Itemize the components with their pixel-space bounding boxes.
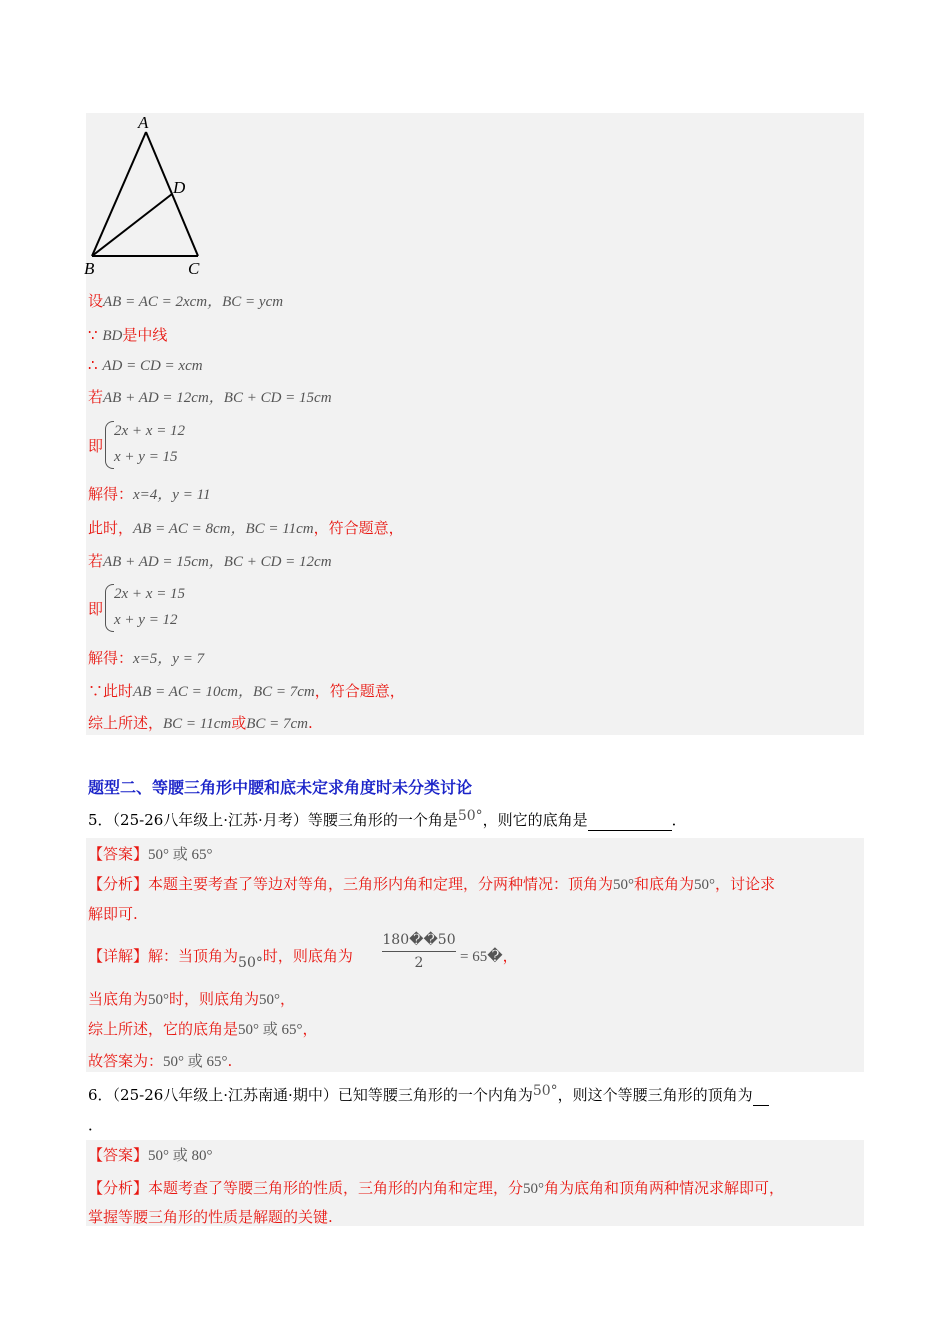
- math: x=4，y = 11: [133, 487, 211, 503]
- math: BD: [102, 328, 123, 344]
- angle: 50°: [238, 955, 263, 971]
- math: AB + AD = 12cm，BC + CD = 15cm: [103, 390, 332, 406]
- angle: 50°: [613, 877, 635, 893]
- question-5: [88, 810, 687, 831]
- math: BC = 11cm: [163, 716, 232, 732]
- solution-line-5: [88, 551, 332, 572]
- vertex-label-c: C: [188, 259, 200, 278]
- angle: 50°: [148, 992, 170, 1008]
- vertex-label-d: D: [173, 178, 186, 197]
- math: = 65�: [460, 949, 503, 965]
- question-6: [88, 1085, 769, 1106]
- answer-tag: 【答案】: [88, 845, 149, 863]
- text: 角为底角和顶角两种情况求解即可，: [544, 1179, 785, 1197]
- question-number: 6．: [88, 1086, 113, 1104]
- solution-line-4: [88, 387, 332, 408]
- vertex-label-b: B: [84, 259, 95, 278]
- text: 设: [88, 292, 104, 310]
- q5-detail-line3: [88, 1019, 318, 1040]
- text: 若: [88, 388, 104, 406]
- fraction-denominator: 2: [414, 955, 424, 971]
- analysis-tag: 【分析】: [88, 875, 149, 893]
- section-heading: 题型二、等腰三角形中腰和底未定求角度时未分类讨论: [88, 778, 473, 797]
- median-bd: [92, 194, 172, 256]
- text: 故答案为：: [88, 1052, 164, 1070]
- math: BC = 7cm: [246, 716, 308, 732]
- solution-line-1: [88, 291, 283, 312]
- therefore-symbol: ∴: [88, 356, 98, 374]
- text: .: [307, 714, 313, 732]
- text: 和底角为: [634, 875, 695, 893]
- math: AB + AD = 15cm，BC + CD = 12cm: [103, 554, 332, 570]
- system-2-eq2: x + y = 12: [114, 612, 178, 628]
- fraction-numerator: 180��50: [382, 932, 456, 948]
- solution-line-chk1: [88, 518, 404, 539]
- q5-detail-line4: [88, 1051, 232, 1072]
- text: 解得：: [88, 485, 134, 503]
- because-symbol: ∵: [88, 326, 98, 344]
- text: .: [227, 1052, 233, 1070]
- text: 时，则底角为: [169, 990, 260, 1008]
- text: ，讨论求: [715, 875, 776, 893]
- solution-line-summary: [88, 713, 313, 734]
- text: 解得：: [88, 649, 134, 667]
- answer-blank[interactable]: [753, 1089, 769, 1106]
- solution-line-chk2: [88, 681, 405, 702]
- solution-line-sol1: [88, 484, 210, 505]
- q5-analysis: [88, 874, 775, 895]
- q5-detail: [88, 946, 353, 971]
- q5-detail-line2: [88, 989, 295, 1010]
- math: AB = AC = 10cm，BC = 7cm: [133, 684, 315, 700]
- answer-value: 50° 或 80°: [148, 1148, 213, 1164]
- side-ab: [92, 132, 146, 256]
- system-1-eq1: 2x + x = 12: [114, 423, 186, 439]
- angle: 50°: [457, 808, 483, 824]
- text: ，: [280, 990, 296, 1008]
- detail-tag: 【详解】: [88, 947, 149, 965]
- text: 若: [88, 552, 104, 570]
- angle: 50°: [523, 1181, 545, 1197]
- q5-answer: [88, 844, 213, 865]
- question-text: ，则这个等腰三角形的顶角为: [557, 1086, 753, 1104]
- answer-tag: 【答案】: [88, 1146, 149, 1164]
- system-1-eq2: x + y = 15: [114, 449, 178, 465]
- system-2-prefix: 即: [88, 600, 104, 618]
- text: ．: [671, 811, 687, 829]
- math: AD = CD = xcm: [102, 358, 203, 374]
- angle: 50°: [532, 1083, 558, 1099]
- math: AB = AC = 8cm，BC = 11cm: [133, 521, 314, 537]
- text: 解：当顶角为: [148, 947, 239, 965]
- text: 此时，: [88, 519, 134, 537]
- vertex-label-a: A: [138, 113, 149, 132]
- q6-analysis: [88, 1178, 784, 1199]
- solution-line-2: [88, 325, 167, 346]
- text: ∵此时: [88, 682, 134, 700]
- q6-analysis-line2: 掌握等腰三角形的性质是解题的关键.: [88, 1208, 333, 1226]
- math: 50° 或 65°: [238, 1022, 303, 1038]
- q5-fraction: [382, 932, 456, 971]
- text: ，符合题意，: [314, 682, 405, 700]
- question-number: 5．: [88, 811, 113, 829]
- triangle-diagram: [80, 110, 220, 280]
- q5-fraction-result: [460, 946, 518, 967]
- answer-value: 50° 或 65°: [148, 847, 213, 863]
- text: 或: [231, 714, 247, 732]
- text: ，: [502, 947, 518, 965]
- text: ，: [302, 1020, 318, 1038]
- text: 本题主要考查了等边对等角，三角形内角和定理，分两种情况：顶角为: [148, 875, 614, 893]
- answer-blank[interactable]: [588, 814, 672, 831]
- text: 当底角为: [88, 990, 149, 1008]
- angle: 50°: [259, 992, 281, 1008]
- text: 综上所述，它的底角是: [88, 1020, 239, 1038]
- system-1-prefix: 即: [88, 437, 104, 455]
- system-2-brace: [105, 584, 114, 632]
- system-2-eq1: 2x + x = 15: [114, 586, 186, 602]
- question-text: ，则它的底角是: [482, 811, 588, 829]
- fraction-bar: [382, 951, 456, 952]
- math: x=5，y = 7: [133, 651, 205, 667]
- text: 是中线: [122, 326, 168, 344]
- system-1-brace: [105, 421, 114, 469]
- solution-line-3: [88, 355, 203, 376]
- angle: 50°: [694, 877, 716, 893]
- question-6-end: ．: [88, 1116, 104, 1134]
- q5-analysis-line2: 解即可.: [88, 905, 138, 923]
- text: 时，则底角为: [262, 947, 353, 965]
- q6-answer: [88, 1145, 213, 1166]
- math: 50° 或 65°: [163, 1054, 228, 1070]
- text: 本题考查了等腰三角形的性质，三角形的内角和定理，分: [148, 1179, 524, 1197]
- analysis-tag: 【分析】: [88, 1179, 149, 1197]
- math: AB = AC = 2xcm，BC = ycm: [103, 294, 284, 310]
- text: 综上所述，: [88, 714, 164, 732]
- solution-line-sol2: [88, 648, 204, 669]
- question-text: （25-26八年级上·江苏南通·期中）已知等腰三角形的一个内角为: [112, 1086, 533, 1104]
- question-text: （25-26八年级上·江苏·月考）等腰三角形的一个角是: [112, 811, 458, 829]
- text: ，符合题意，: [313, 519, 404, 537]
